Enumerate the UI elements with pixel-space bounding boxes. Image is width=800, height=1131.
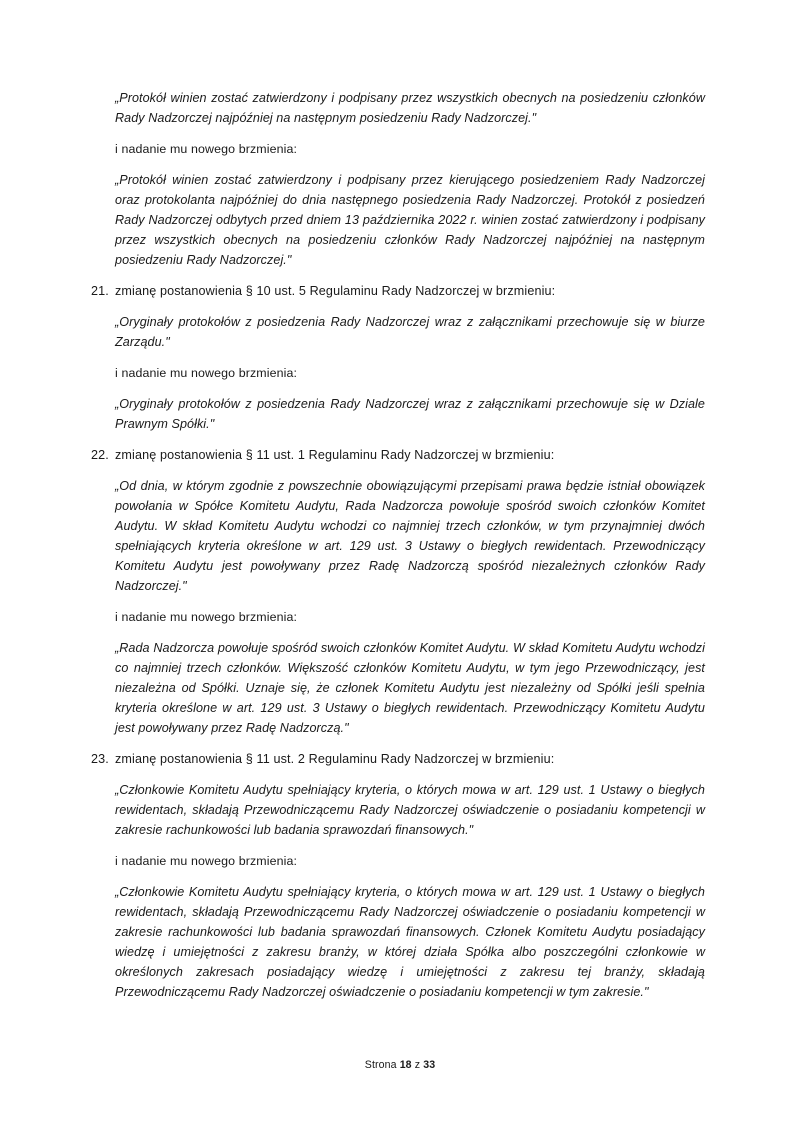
quote-czlonkowie-new: „Członkowie Komitetu Audytu spełniający kryteria, o których mowa w art. 129 ust. 1 Ustawy o biegłych rewidentach, składają Przewodniczącemu Rady Nadzorczej oświadczenie o posiadaniu kompetencji w zakresie rachunkowości lub badania sprawozdań finansowych. Członek Komitetu Audytu posiadający wiedzę i umiejętności z zakresu branży, w której działa Spółka albo poszczególni członkowie w określonych zakresach posiadający wiedzę i umiejętności z zakresu tej branży, składają Przewodniczącemu Rady Nadzorczej oświadczenie o posiadaniu kompetencji w tym zakresie." xyxy=(115,885,705,999)
lead-nadanie-3: i nadanie mu nowego brzmienia: xyxy=(115,610,298,624)
quote-komitet-audytu-old: „Od dnia, w którym zgodnie z powszechnie obowiązującymi przepisami prawa będzie istniał obowiązek powołania w Spółce Komitetu Audytu, Rada Nadzorcza powołuje spośród swoich członków Komitet Audytu. W skład Komitetu Audytu wchodzi co najmniej trzech członków, w tym przynajmniej dwóch spełniających kryteria określone w art. 129 ust. 3 Ustawy o biegłych rewidentach. Przewodniczący Komitetu Audytu jest powoływany przez Radę Nadzorczą spośród niezależnych członków Rady Nadzorczej." xyxy=(115,479,705,593)
item-22-number: 22. xyxy=(91,448,109,462)
item-21-label: zmianę postanowienia § 10 ust. 5 Regulaminu Rady Nadzorczej w brzmieniu: xyxy=(115,284,556,298)
footer-page-number: 18 xyxy=(399,1059,412,1071)
footer-separator: z xyxy=(414,1059,421,1071)
quote-czlonkowie-old: „Członkowie Komitetu Audytu spełniający kryteria, o których mowa w art. 129 ust. 1 Ustawy o biegłych rewidentach, składają Przewodniczącemu Rady Nadzorczej oświadczenie o posiadaniu kompetencji w zakresie rachunkowości lub badania sprawozdań finansowych." xyxy=(115,783,705,837)
item-23-label: zmianę postanowienia § 11 ust. 2 Regulaminu Rady Nadzorczej w brzmieniu: xyxy=(115,752,555,766)
page-footer xyxy=(0,1058,800,1072)
footer-prefix: Strona xyxy=(364,1059,397,1071)
item-23 xyxy=(91,749,705,769)
lead-nadanie-2: i nadanie mu nowego brzmienia: xyxy=(115,366,298,380)
lead-nadanie-1: i nadanie mu nowego brzmienia: xyxy=(115,142,298,156)
footer-total-pages: 33 xyxy=(423,1059,436,1071)
document-body xyxy=(91,88,705,1002)
item-21 xyxy=(91,281,705,301)
quote-protokol-new: „Protokół winien zostać zatwierdzony i podpisany przez kierującego posiedzeniem Rady Nadzorczej oraz protokolanta najpóźniej do dnia następnego posiedzenia Rady Nadzorczej. Protokół z posiedzeń Rady Nadzorczej odbytych przed dniem 13 października 2022 r. winien zostać zatwierdzony i podpisany przez wszystkich obecnych na posiedzeniu członków Rady Nadzorczej najpóźniej na następnym posiedzeniu Rady Nadzorczej." xyxy=(115,173,705,267)
item-21-number: 21. xyxy=(91,284,109,298)
item-22 xyxy=(91,445,705,465)
lead-nadanie-4: i nadanie mu nowego brzmienia: xyxy=(115,854,298,868)
item-23-number: 23. xyxy=(91,752,109,766)
quote-oryginaly-new: „Oryginały protokołów z posiedzenia Rady Nadzorczej wraz z załącznikami przechowuje się w Dziale Prawnym Spółki." xyxy=(115,397,705,431)
quote-oryginaly-old: „Oryginały protokołów z posiedzenia Rady Nadzorczej wraz z załącznikami przechowuje się w biurze Zarządu." xyxy=(115,315,705,349)
quote-komitet-audytu-new: „Rada Nadzorcza powołuje spośród swoich członków Komitet Audytu. W skład Komitetu Audytu wchodzi co najmniej trzech członków. Większość członków Komitetu Audytu, w tym jego Przewodniczący, jest niezależna od Spółki. Uznaje się, że członek Komitetu Audytu jest niezależny od Spółki jeśli spełnia kryteria określone w art. 129 ust. 3 Ustawy o biegłych rewidentach. Przewodniczący Komitetu Audytu jest powoływany przez Radę Nadzorczą." xyxy=(115,641,705,735)
quote-protokol-old: „Protokół winien zostać zatwierdzony i podpisany przez wszystkich obecnych na posiedzeniu członków Rady Nadzorczej najpóźniej na następnym posiedzeniu Rady Nadzorczej." xyxy=(115,91,705,125)
item-22-label: zmianę postanowienia § 11 ust. 1 Regulaminu Rady Nadzorczej w brzmieniu: xyxy=(115,448,555,462)
